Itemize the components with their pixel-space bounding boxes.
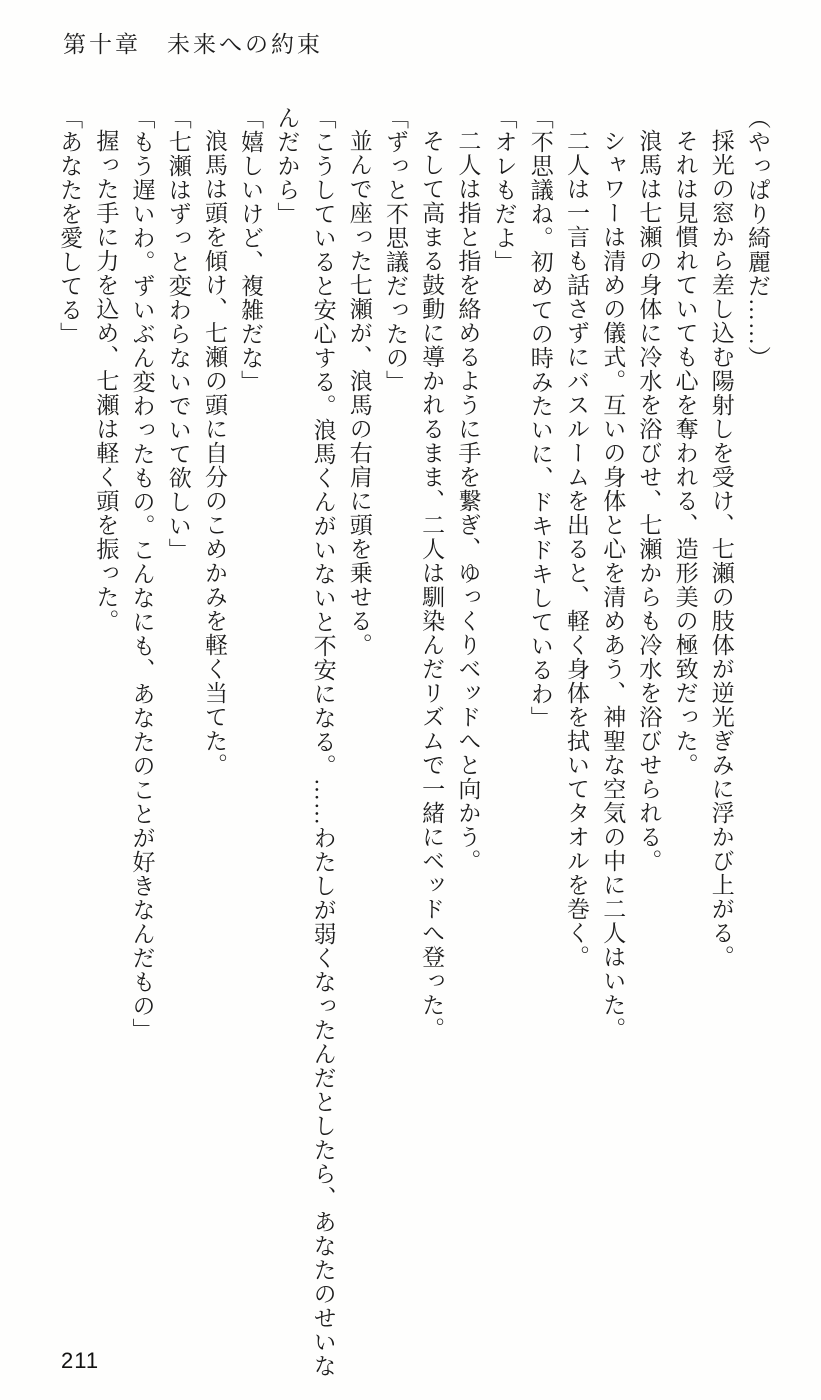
paragraph: 浪馬は七瀬の身体に冷水を浴びせ、七瀬からも冷水を浴びせられる。	[636, 129, 662, 873]
paragraph: 並んで座った七瀬が、浪馬の右肩に頭を乗せる。	[346, 129, 372, 657]
page-number: 211	[61, 1348, 100, 1373]
paragraph: 「もう遅いわ。ずいぶん変わったもの。こんなにも、あなたのことが好きなんだもの」	[129, 106, 155, 1042]
paragraph: 「七瀬はずっと変わらないでいて欲しい」	[165, 106, 191, 562]
paragraph: 「嬉しいけど、複雑だな」	[238, 106, 264, 394]
paragraph: 「ずっと不思議だったの」	[382, 106, 408, 394]
paragraph: シャワーは清めの儀式。互いの身体と心を清めあう、神聖な空気の中に二人はいた。	[600, 129, 626, 1041]
paragraph: 「不思議ね。初めての時みたいに、ドキドキしているわ」	[527, 106, 553, 730]
paragraph: 浪馬は頭を傾け、七瀬の頭に自分のこめかみを軽く当てた。	[201, 129, 227, 777]
paragraph: んだから」	[274, 106, 300, 226]
paragraph: 「こうしていると安心する。浪馬くんがいないと不安になる。……わたしが弱くなったんだとしたら、あなたのせいな	[310, 106, 336, 1378]
paragraph: 採光の窓から差し込む陽射しを受け、七瀬の肢体が逆光ぎみに浮かび上がる。	[708, 129, 734, 969]
paragraph: 二人は指と指を絡めるように手を繋ぎ、ゆっくりベッドへと向かう。	[455, 129, 481, 873]
paragraph: そして高まる鼓動に導かれるまま、二人は馴染んだリズムで一緒にベッドへ登った。	[419, 129, 445, 1041]
paragraph: 「あなたを愛してる」	[57, 106, 83, 346]
paragraph: 「オレもだよ」	[491, 106, 517, 274]
paragraph: それは見慣れていても心を奪われる、造形美の極致だった。	[672, 129, 698, 777]
chapter-title: 第十章 未来への約束	[63, 32, 323, 57]
paragraph: 二人は一言も話さずにバスルームを出ると、軽く身体を拭いてタオルを巻く。	[563, 129, 589, 969]
paragraph: 握った手に力を込め、七瀬は軽く頭を振った。	[93, 129, 119, 633]
paragraph: （やっぱり綺麗だ……）	[745, 106, 770, 370]
body-text-vertical	[49, 106, 775, 1378]
